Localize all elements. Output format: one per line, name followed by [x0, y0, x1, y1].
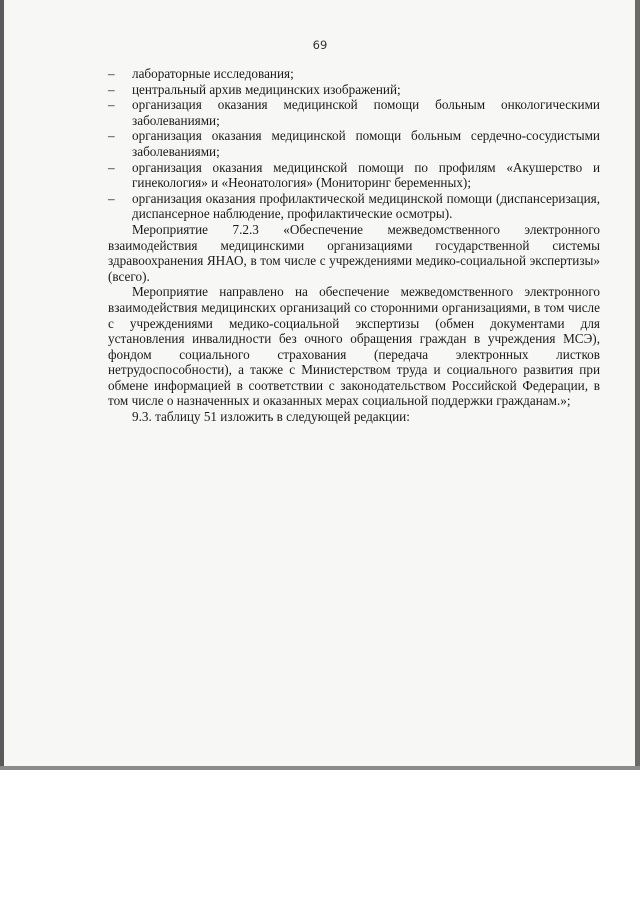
blank-margin — [0, 770, 640, 905]
purpose-paragraph: Мероприятие направлено на обеспечение межведомственного электронного взаимодействия медицинских организаций со сторонними организациями, в том числе с учреждениями медико-социальной экспертизы (обмен документами для установления инвалидности без очного обращения граждан в учреждения МСЭ), фондом социального страхования (передача электронных листков нетрудоспособности), а также с Министерством труда и социального развития при обмене информацией в соответствии с законодательством Российской Федерации, в том числе о назначенных и оказанных мерах социальной поддержки гражданам.»; — [108, 284, 600, 409]
dash-marker: – — [108, 81, 115, 97]
list-item — [108, 128, 600, 159]
list-item — [108, 66, 600, 82]
list-item — [108, 97, 600, 128]
list-item-text: организация оказания медицинской помощи больным онкологическими заболеваниями; — [132, 97, 600, 128]
dash-marker: – — [108, 97, 115, 113]
scan-edge-right — [635, 0, 640, 770]
page-number: 69 — [312, 38, 328, 52]
table-instruction-paragraph: 9.3. таблицу 51 изложить в следующей редакции: — [132, 409, 410, 425]
scan-edge-left — [0, 0, 4, 770]
list-item-text: лабораторные исследования; — [132, 66, 294, 81]
list-item — [108, 82, 600, 98]
list-item-text: организация оказания медицинской помощи по профилям «Акушерство и гинекология» и «Неонатология» (Мониторинг беременных); — [132, 159, 600, 191]
list-item — [108, 191, 600, 222]
measure-paragraph: Мероприятие 7.2.3 «Обеспечение межведомственного электронного взаимодействия медицинскими организациями государственной системы здравоохранения ЯНАО, в том числе с учреждениями медико-социальной экспертизы» (всего). — [108, 221, 600, 284]
dash-marker: – — [108, 128, 115, 144]
list-item-text: центральный архив медицинских изображений; — [132, 81, 401, 97]
dash-marker: – — [108, 190, 115, 206]
dash-marker: – — [108, 159, 115, 175]
list-item — [108, 160, 600, 191]
document-body — [108, 66, 600, 425]
dash-marker: – — [108, 66, 115, 81]
bullet-list — [108, 66, 600, 222]
list-item-text: организация оказания медицинской помощи больным сердечно-сосудистыми заболеваниями; — [132, 128, 600, 159]
list-item-text: организация оказания профилактической медицинской помощи (диспансеризация, диспансерное наблюдение, профилактические осмотры). — [132, 190, 600, 222]
